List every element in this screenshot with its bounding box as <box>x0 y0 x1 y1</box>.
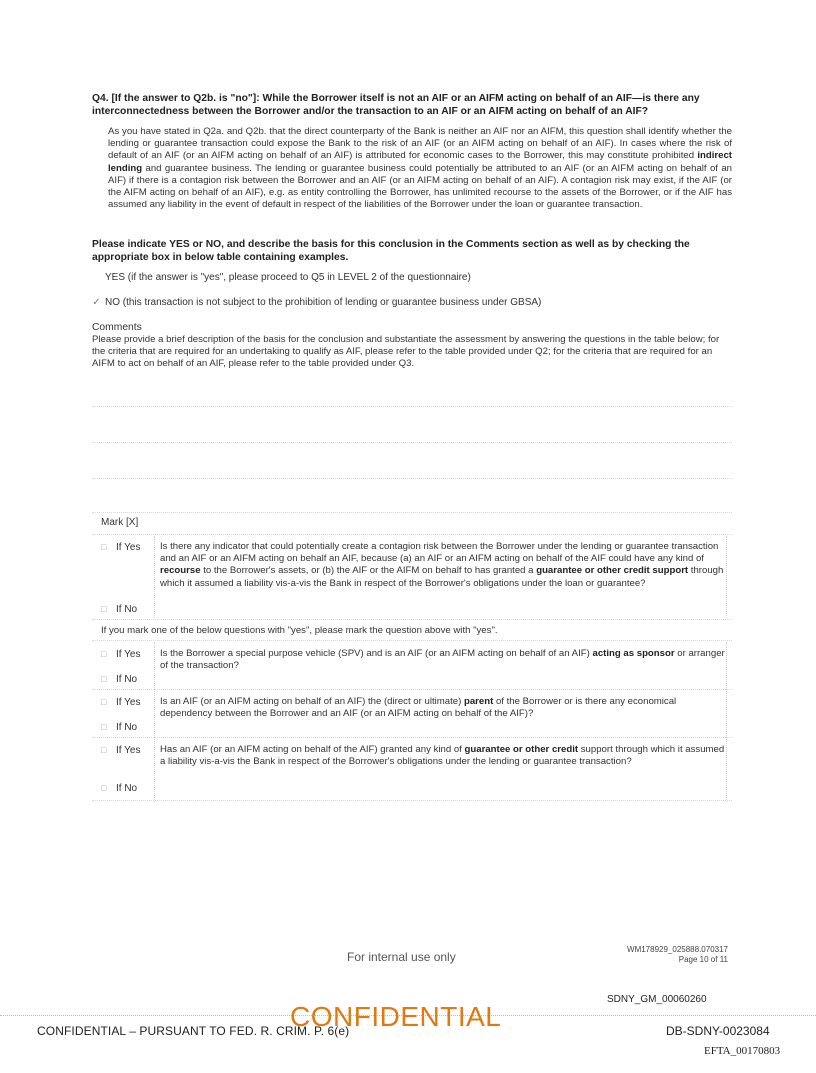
if-no-label: If No <box>116 674 138 685</box>
if-no-label: If No <box>116 783 138 794</box>
table-row-divider <box>92 689 732 690</box>
q2-bold: acting as sponsor <box>592 648 675 659</box>
question-body-part-1: As you have stated in Q2a. and Q2b. that the direct counterparty of the Bank is neither an AIF nor an AIFM, this question shall identify whether the lending or guarantee transaction could expose the Bank to the risk of an AIF (or an AIFM acting on behalf of an AIF). In cases where the risk of default of an AIF (or an AIFM acting on behalf of an AIF) is attributed for economic cases to the Borrower, this may constitute prohibited <box>108 126 732 162</box>
q3-bold: parent <box>463 696 494 707</box>
comment-line[interactable] <box>92 442 732 443</box>
q1-text-c: through which it assumed a liability vis-a-vis the Bank in respect of the Borrower's obligations under the loan or guarantee? <box>160 565 724 589</box>
table-row-divider <box>92 619 732 620</box>
q1-text-a: Is there any indicator that could potentially create a contagion risk between the Borrower under the lending or guarantee transaction and an AIF or an AIFM acting on behalf an AIF, because (a) an AIF or an AIFM acting on behalf of the AIF could have any kind of <box>160 541 719 565</box>
table-question-parent <box>160 696 726 720</box>
option-no-label: NO (this transaction is not subject to the prohibition of lending or guarantee business under GBSA) <box>105 297 542 308</box>
if-no-label: If No <box>116 604 138 615</box>
question-title: Q4. [If the answer to Q2b. is "no"]: While the Borrower itself is not an AIF or an AIFM acting on behalf of an AIF—is there any interconnectedness between the Borrower and/or the transaction to an AIF or an AIFM acting on behalf of an AIF? <box>92 93 700 117</box>
question-body-part-2: and guarantee business. The lending or guarantee business could potentially be attributed to an AIF (or an AIFM acting on behalf of an AIF) if there is a contagion risk between the Borrower and an AIF (or an AIFM acting on behalf of an AIF). A contagion risk may exist, if the AIF (or the AIFM acting on behalf of an AIF), e.g. as entity controlling the Borrower, has unlimited recourse to the assets of the Borrower, or if the AIF has assumed any liability in the event of default in respect of the liabilities of the Borrower under the loan or guarantee transaction. <box>108 162 732 211</box>
q1-bold-guarantee: guarantee or other credit support <box>536 565 689 577</box>
table-column-divider <box>154 536 155 618</box>
if-yes-checkbox[interactable]: □ <box>101 542 107 552</box>
comment-line[interactable] <box>92 406 732 407</box>
q2-text-b: or arranger of the transaction? <box>160 648 725 672</box>
page-number: Page 10 of 11 <box>678 955 728 964</box>
bates-number-efta: EFTA_00170803 <box>704 1045 781 1057</box>
if-yes-checkbox[interactable]: □ <box>101 649 107 659</box>
if-yes-checkbox[interactable]: □ <box>101 745 107 755</box>
option-no-checkbox[interactable]: ✓ <box>92 297 101 308</box>
table-question-contagion-risk <box>160 541 726 590</box>
bates-number-sdny-gm: SDNY_GM_00060260 <box>607 994 707 1005</box>
table-row-divider <box>92 737 732 738</box>
table-row-divider <box>92 534 732 535</box>
q2-text-a: Is the Borrower a special purpose vehicle (SPV) and is an AIF (or an AIFM acting on behalf of an AIF) <box>160 648 590 659</box>
question-body-bold: indirect lending <box>108 150 732 174</box>
table-question-spv-sponsor <box>160 648 726 672</box>
comments-instructions: Please provide a brief description of the basis for the conclusion and substantiate the assessment by answering the questions in the table below; for the criteria that are required for an undertaking to qualify as AIF, please refer to the table provided under Q2; for the criteria that are required for an AIFM to act on behalf of an AIF, please refer to the table provided under Q3. <box>92 334 720 370</box>
table-question-guarantee <box>160 744 726 768</box>
if-yes-label: If Yes <box>116 542 141 553</box>
table-top-border <box>92 512 732 513</box>
if-no-label: If No <box>116 722 138 733</box>
confidential-notice: CONFIDENTIAL – PURSUANT TO FED. R. CRIM. P. 6(e) <box>37 1024 350 1038</box>
if-no-checkbox[interactable]: □ <box>101 674 107 684</box>
bates-number-db-sdny: DB-SDNY-0023084 <box>666 1024 770 1038</box>
comments-title: Comments <box>92 322 142 333</box>
if-yes-label: If Yes <box>116 745 141 756</box>
instruction-text: Please indicate YES or NO, and describe the basis for this conclusion in the Comments section as well as by checking the appropriate box in below table containing examples. <box>92 239 690 263</box>
if-no-checkbox[interactable]: □ <box>101 722 107 732</box>
q4-text-a: Has an AIF (or an AIFM acting on behalf of the AIF) granted any kind of <box>160 744 462 755</box>
if-yes-checkbox[interactable]: □ <box>101 697 107 707</box>
if-no-checkbox[interactable]: □ <box>101 783 107 793</box>
q4-bold: guarantee or other credit <box>464 744 579 755</box>
option-no[interactable] <box>92 297 541 308</box>
question-body <box>108 126 732 211</box>
table-row-divider <box>92 640 732 641</box>
option-yes-label: YES (if the answer is "yes", please proceed to Q5 in LEVEL 2 of the questionnaire) <box>105 272 471 283</box>
if-yes-label: If Yes <box>116 697 141 708</box>
table-note: If you mark one of the below questions with "yes", please mark the question above with "yes". <box>101 625 498 636</box>
if-yes-label: If Yes <box>116 649 141 660</box>
document-id <box>600 945 728 965</box>
comment-line[interactable] <box>92 478 732 479</box>
internal-use-label: For internal use only <box>347 950 456 964</box>
q3-text-a: Is an AIF (or an AIFM acting on behalf of an AIF) the (direct or ultimate) <box>160 696 462 707</box>
if-no-checkbox[interactable]: □ <box>101 604 107 614</box>
q1-text-b: to the Borrower's assets, or (b) the AIF or the AIFM on behalf to has granted a <box>203 565 534 577</box>
table-right-border <box>726 642 727 802</box>
confidential-stamp: CONFIDENTIAL <box>290 1001 502 1032</box>
table-bottom-border <box>92 800 732 801</box>
q4-text-b: support through which it assumed a liability vis-a-vis the Bank in respect of the Borrower's obligations under the lending or guarantee transaction? <box>160 744 725 768</box>
option-yes[interactable] <box>92 272 471 283</box>
q3-text-b: of the Borrower or is there any economical dependency between the Borrower and an AIF (or an AIFM acting on behalf of the AIF)? <box>160 696 677 720</box>
table-right-border <box>726 536 727 618</box>
table-header-mark: Mark [X] <box>101 517 139 528</box>
document-reference: WM178929_025888.070317 <box>627 945 728 954</box>
q1-bold-recourse: recourse <box>160 565 201 577</box>
table-column-divider <box>154 642 155 802</box>
